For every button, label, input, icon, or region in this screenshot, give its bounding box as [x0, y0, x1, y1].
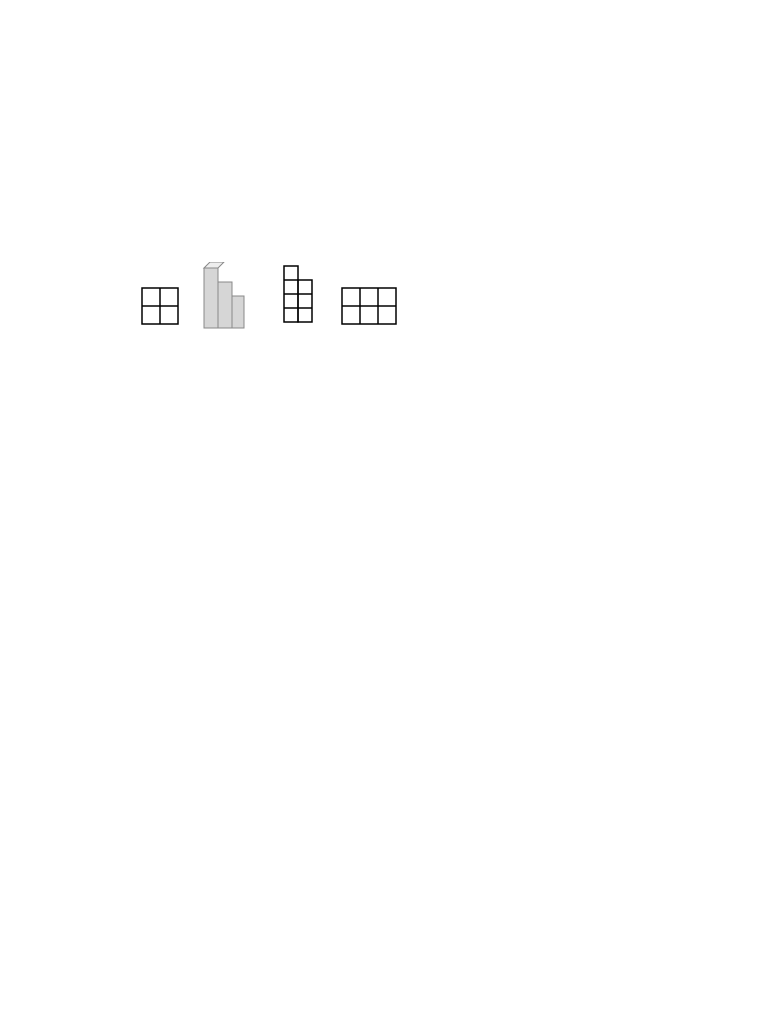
question-1-figures: [138, 262, 408, 334]
figure-3-front-view: [284, 266, 312, 322]
figure-2-cubes: [204, 262, 244, 328]
figure-4-stack-map: [342, 288, 396, 324]
figure-1-stack-map: [142, 288, 178, 324]
